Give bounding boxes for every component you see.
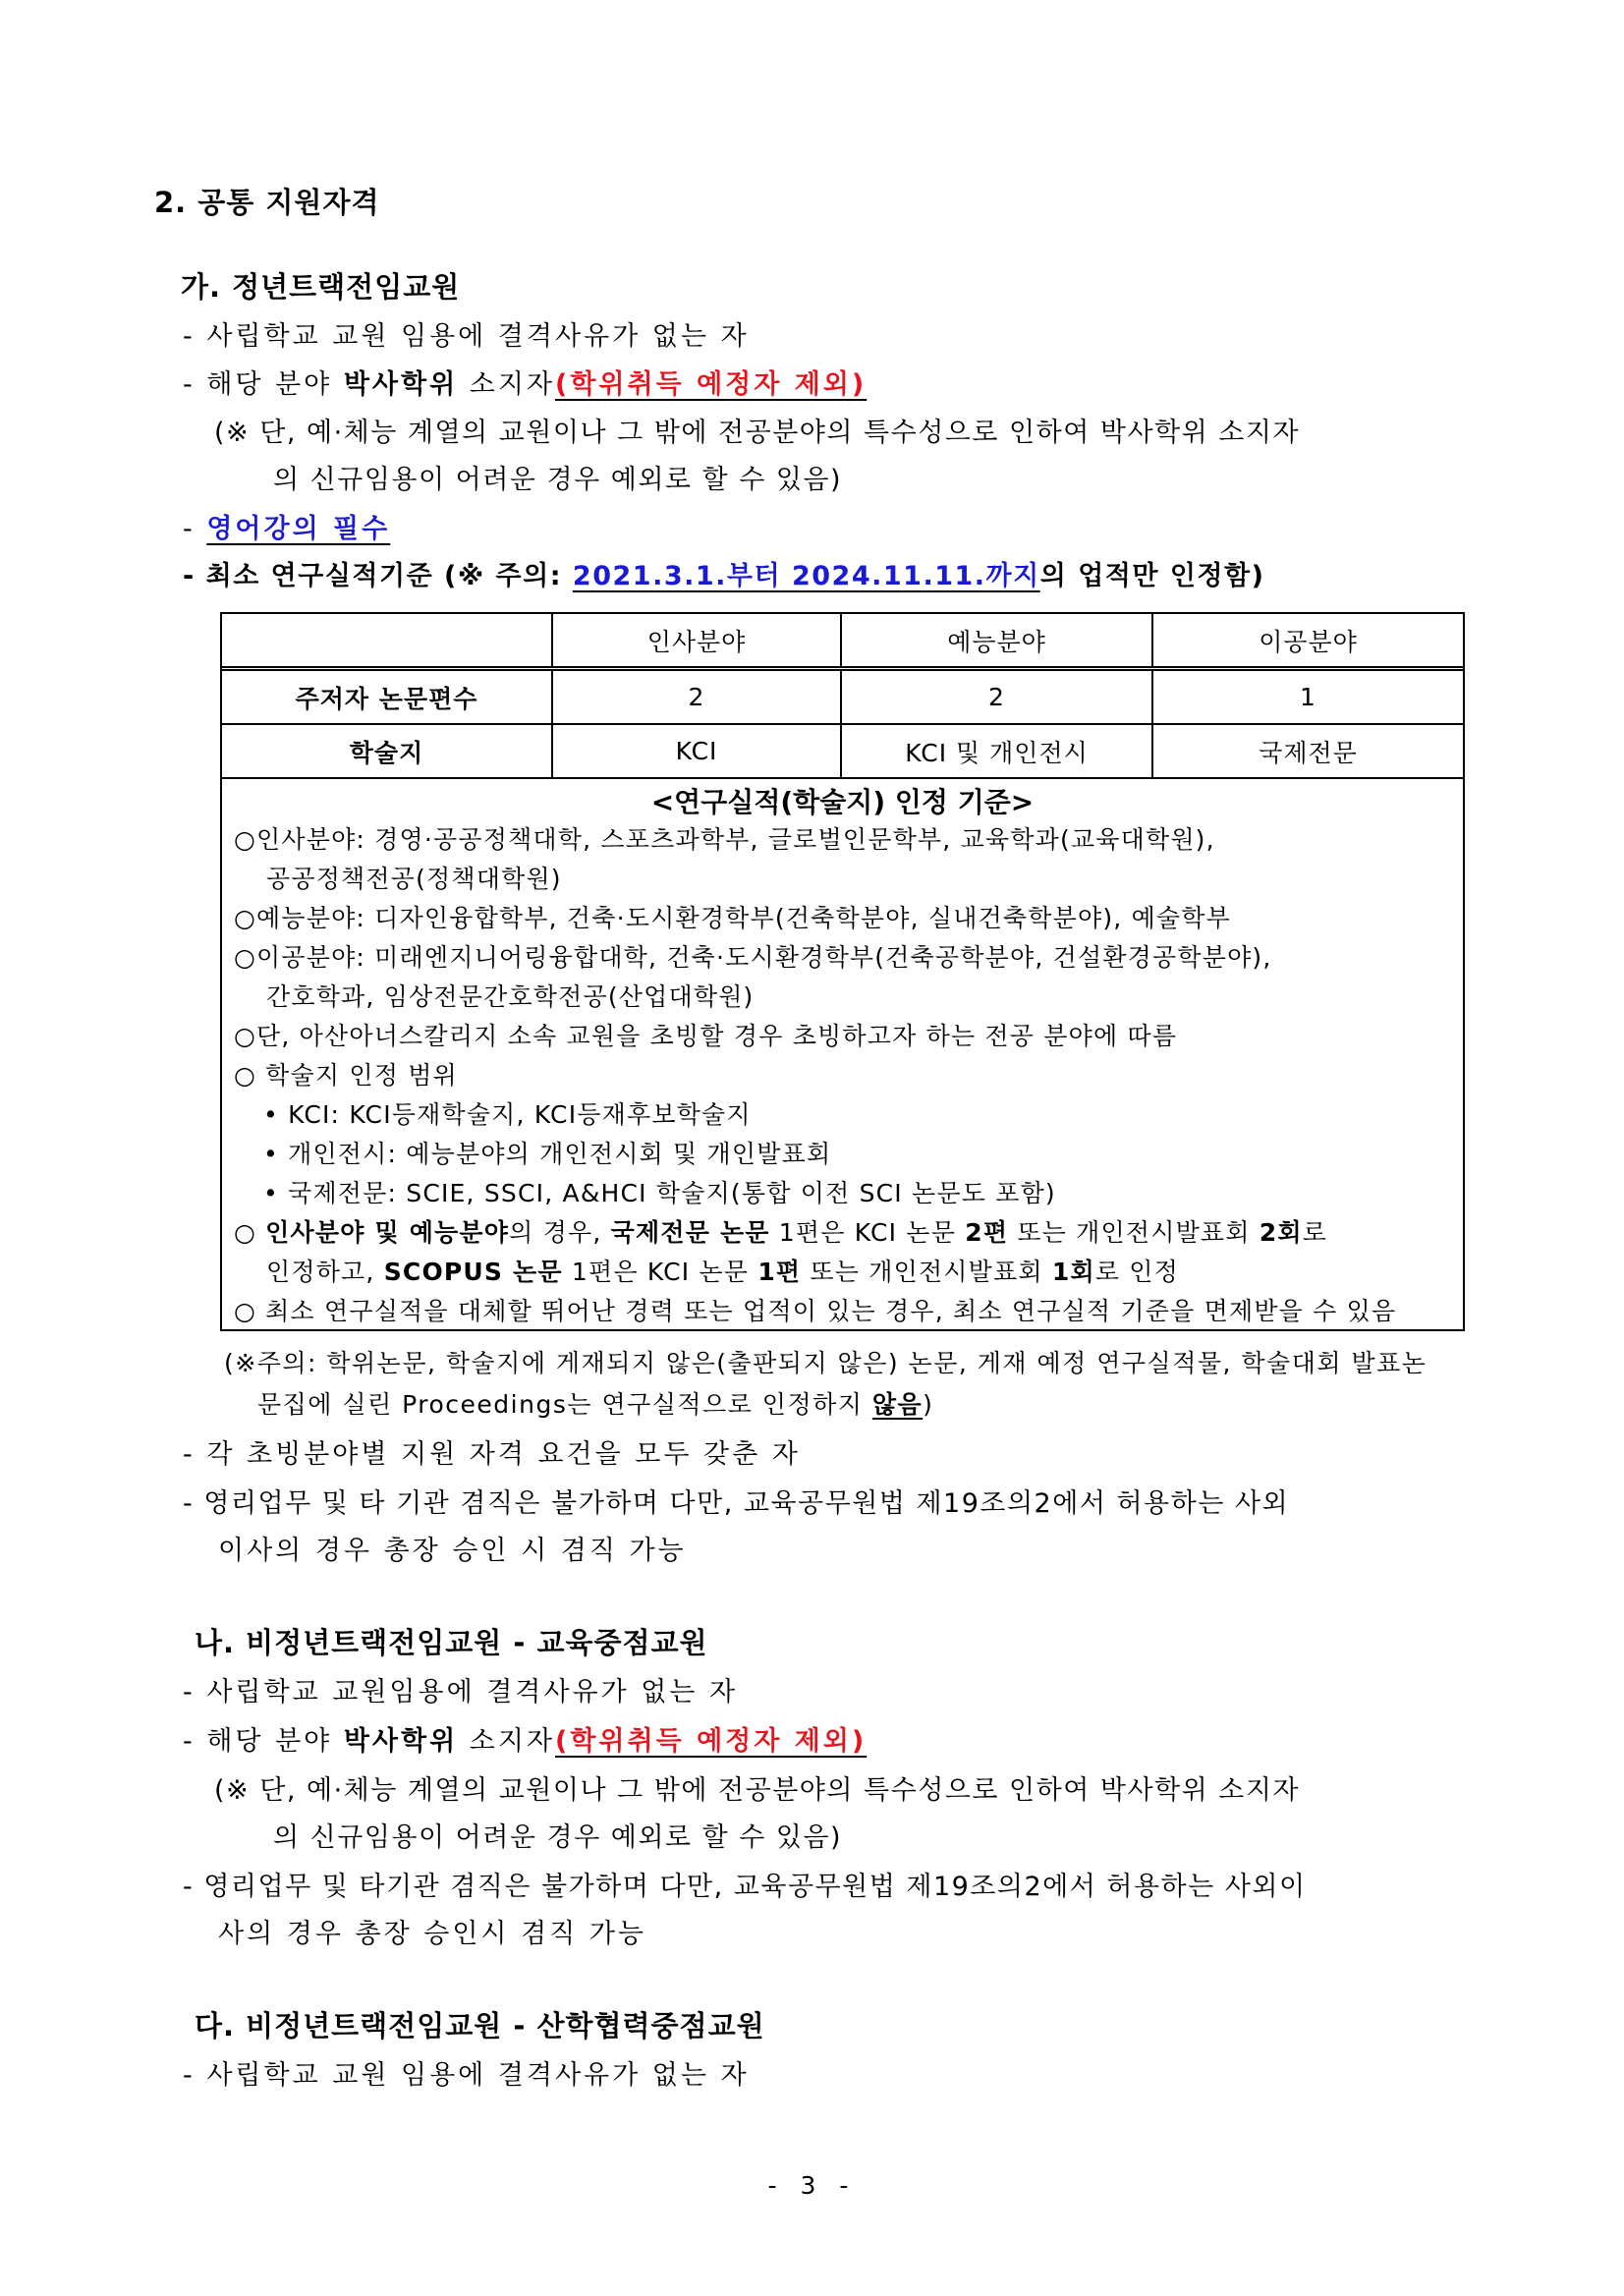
criteria-box xyxy=(222,779,1463,1329)
na-item-1: - 사립학교 교원임용에 결격사유가 없는 자 xyxy=(183,1677,739,1708)
ga-item-4-prefix: - 최소 연구실적기준 (※ 주의: xyxy=(183,561,573,591)
ga-item-4-suffix: 의 업적만 인정함) xyxy=(1039,561,1265,591)
ga-caution-1: (※주의: 학위논문, 학술지에 게재되지 않은(출판되지 않은) 논문, 게재 예정 연구실적물, 학술대회 발표논 xyxy=(224,1349,1428,1377)
table-header-cell: 예능분야 xyxy=(842,614,1153,666)
table-cell: 2 xyxy=(842,671,1153,723)
text-run: 문집에 실린 Proceedings는 연구실적으로 인정하지 xyxy=(257,1390,872,1419)
table-cell: 국제전문 xyxy=(1259,738,1358,767)
table-row-label: 학술지 xyxy=(222,725,553,777)
ga-item-2-exclusion: (학위취득 예정자 제외) xyxy=(555,369,868,400)
na-item-2-exclusion: (학위취득 예정자 제외) xyxy=(555,1726,868,1757)
text-run: 1편은 KCI 논문 xyxy=(562,1258,758,1286)
text-run-bold: 1회 xyxy=(1051,1258,1095,1286)
ga-item-2-prefix: - 해당 분야 xyxy=(183,369,344,400)
na-note-1: (※ 단, 예·체능 계열의 교원이나 그 밖에 전공분야의 특수성으로 인하여 박사학위 소지자 xyxy=(214,1775,1301,1806)
text-run: 또는 개인전시발표회 xyxy=(1008,1218,1260,1247)
table-header-cell: 이공분야 xyxy=(1259,627,1358,656)
criteria-line: ○인사분야: 경영·공공정책대학, 스포츠과학부, 글로벌인문학부, 교육학과(교육대학원), xyxy=(234,825,1215,854)
text-run-bold: 1편 xyxy=(757,1258,802,1286)
text-run: 인정하고, xyxy=(266,1258,384,1286)
text-run-bold: 2편 xyxy=(965,1218,1009,1247)
na-item-3b: 사의 경우 총장 승인시 겸직 가능 xyxy=(218,1919,646,1949)
ga-item-2-mid: 소지자 xyxy=(458,369,555,400)
text-run: 의 경우, xyxy=(509,1218,611,1247)
ga-item-4-date-range: 2021.3.1.부터 2024.11.11.까지 xyxy=(572,561,1040,591)
ga-item-6b: 이사의 경우 총장 승인 시 겸직 가능 xyxy=(218,1536,687,1566)
criteria-line xyxy=(266,1253,1179,1288)
ga-item-4 xyxy=(183,554,1264,592)
table-header-cell: 인사분야 xyxy=(553,614,842,666)
text-run-bold: 인사분야 및 예능분야 xyxy=(265,1218,510,1247)
ga-item-5: - 각 초빙분야별 지원 자격 요건을 모두 갖춘 자 xyxy=(183,1439,801,1470)
na-note-2: 의 신규임용이 어려운 경우 예외로 할 수 있음) xyxy=(273,1822,843,1853)
ga-item-3 xyxy=(183,507,390,545)
criteria-line: 공공정책전공(정책대학원) xyxy=(266,865,562,893)
ga-caution-2 xyxy=(257,1385,933,1421)
table-row-label: 주저자 논문편수 xyxy=(222,671,553,723)
text-run-bold: SCOPUS 논문 xyxy=(383,1258,563,1286)
ga-item-1: - 사립학교 교원 임용에 결격사유가 없는 자 xyxy=(183,321,750,352)
research-criteria-table xyxy=(220,612,1465,1331)
criteria-title: <연구실적(학술지) 인정 기준> xyxy=(650,786,1035,818)
text-run-bold: 2회 xyxy=(1259,1218,1303,1247)
criteria-line xyxy=(234,1213,1327,1249)
ga-item-6a: - 영리업무 및 타 기관 겸직은 불가하며 다만, 교육공무원법 제19조의2에서 허용하는 사외 xyxy=(183,1488,1290,1519)
ga-note-2: 의 신규임용이 어려운 경우 예외로 할 수 있음) xyxy=(273,465,843,495)
table-row xyxy=(222,725,1463,779)
na-item-2 xyxy=(183,1719,867,1758)
ga-note-1: (※ 단, 예·체능 계열의 교원이나 그 밖에 전공분야의 특수성으로 인하여 박사학위 소지자 xyxy=(214,418,1301,448)
text-run: 로 인정 xyxy=(1094,1258,1180,1286)
text-run: 로 xyxy=(1302,1218,1328,1247)
subsection-heading-ga: 가. 정년트랙전임교원 xyxy=(181,270,461,304)
criteria-line: ○예능분야: 디자인융합학부, 건축·도시환경학부(건축학분야, 실내건축학분야), 예술학부 xyxy=(234,904,1231,932)
text-run: 1편은 KCI 논문 xyxy=(769,1218,966,1247)
subsection-heading-na: 나. 비정년트랙전임교원 - 교육중점교원 xyxy=(195,1626,708,1659)
criteria-bullet: • 개인전시: 예능분야의 개인전시회 및 개인발표회 xyxy=(263,1140,832,1168)
subsection-heading-da: 다. 비정년트랙전임교원 - 산학협력중점교원 xyxy=(195,2009,765,2043)
page-number: - 3 - xyxy=(767,2171,857,2200)
criteria-line: ○이공분야: 미래엔지니어링융합대학, 건축·도시환경학부(건축공학분야, 건설환경공학분야), xyxy=(234,943,1272,972)
ga-item-2-bold: 박사학위 xyxy=(343,369,459,400)
text-run: - 해당 분야 xyxy=(183,1726,344,1757)
table-cell: 1 xyxy=(1300,683,1316,711)
table-cell: 2 xyxy=(553,671,842,723)
da-item-1: - 사립학교 교원 임용에 결격사유가 없는 자 xyxy=(183,2060,750,2091)
text-run: ○ xyxy=(234,1218,266,1247)
table-cell: KCI xyxy=(553,725,842,777)
criteria-line: ○ 학술지 인정 범위 xyxy=(234,1061,458,1090)
criteria-bullet: • KCI: KCI등재학술지, KCI등재후보학술지 xyxy=(263,1100,752,1129)
criteria-line: ○단, 아산아너스칼리지 소속 교원을 초빙할 경우 초빙하고자 하는 전공 분야에 따름 xyxy=(234,1022,1178,1050)
table-cell: KCI 및 개인전시 xyxy=(842,725,1153,777)
criteria-line: 간호학과, 임상전문간호학전공(산업대학원) xyxy=(266,982,755,1011)
table-row xyxy=(222,671,1463,725)
text-run-bold: 국제전문 논문 xyxy=(610,1218,770,1247)
text-run-bold: 박사학위 xyxy=(343,1726,459,1757)
english-lecture-required: 영어강의 필수 xyxy=(206,514,391,544)
criteria-line: ○ 최소 연구실적을 대체할 뛰어난 경력 또는 업적이 있는 경우, 최소 연구실적 기준을 면제받을 수 있음 xyxy=(234,1297,1397,1325)
table-header-row xyxy=(222,614,1463,671)
ga-item-3-prefix: - xyxy=(183,514,207,544)
na-item-3a: - 영리업무 및 타기관 겸직은 불가하며 다만, 교육공무원법 제19조의2에서 허용하는 사외이 xyxy=(183,1872,1307,1902)
criteria-bullet: • 국제전문: SCIE, SSCI, A&HCI 학술지(통합 이전 SCI 논문도 포함) xyxy=(263,1179,1056,1207)
text-run: 또는 개인전시발표회 xyxy=(801,1258,1052,1286)
text-run: ) xyxy=(923,1390,934,1419)
section-title: 2. 공통 지원자격 xyxy=(154,186,380,219)
ga-item-2 xyxy=(183,363,867,401)
table-header-cell xyxy=(222,614,553,666)
text-run: 소지자 xyxy=(458,1726,555,1757)
text-run-underlined: 않음 xyxy=(871,1390,924,1419)
